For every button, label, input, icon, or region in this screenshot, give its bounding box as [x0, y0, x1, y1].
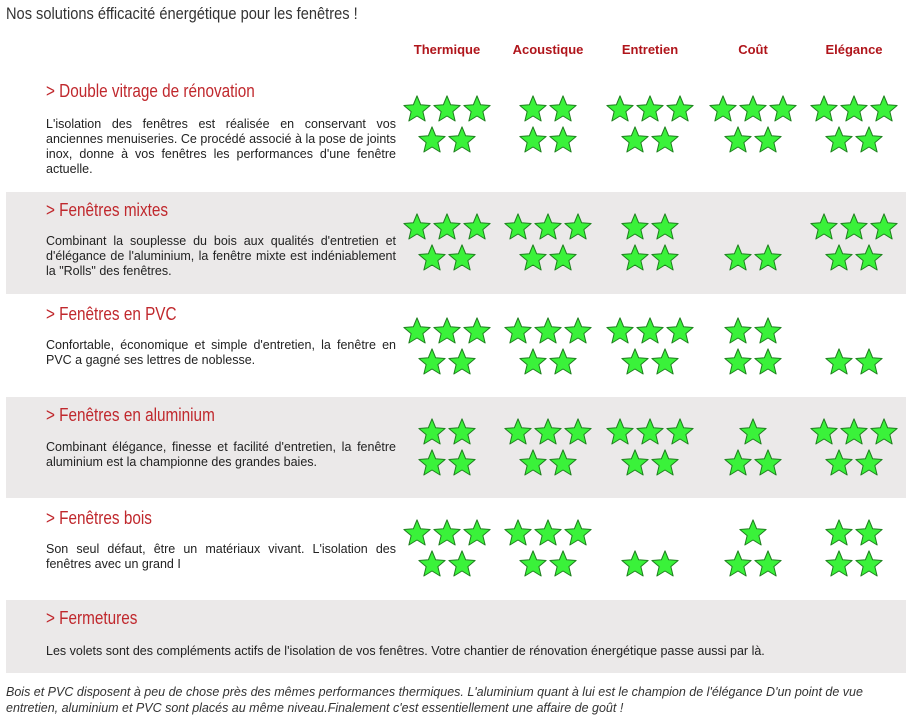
- star-row: [399, 212, 495, 243]
- star-row: [705, 417, 801, 448]
- green-star-icon: [518, 347, 548, 377]
- green-star-icon: [447, 549, 477, 579]
- star-row: [806, 94, 902, 125]
- green-star-icon: [620, 212, 650, 242]
- rating-cell: [399, 518, 495, 580]
- green-star-icon: [462, 212, 492, 242]
- green-star-icon: [723, 549, 753, 579]
- star-row: [602, 125, 698, 156]
- green-star-icon: [605, 94, 635, 124]
- green-star-icon: [518, 125, 548, 155]
- green-star-icon: [635, 94, 665, 124]
- green-star-icon: [753, 243, 783, 273]
- green-star-icon: [635, 316, 665, 346]
- green-star-icon: [533, 417, 563, 447]
- star-row: [602, 417, 698, 448]
- column-headers: [0, 42, 913, 60]
- green-star-icon: [869, 417, 899, 447]
- green-star-icon: [620, 125, 650, 155]
- green-star-icon: [563, 316, 593, 346]
- star-row: [806, 347, 902, 378]
- star-row: [705, 243, 801, 274]
- star-row: [399, 448, 495, 479]
- star-row: [500, 448, 596, 479]
- rating-cell: [399, 212, 495, 274]
- green-star-icon: [503, 417, 533, 447]
- star-row: [399, 243, 495, 274]
- star-row: [500, 347, 596, 378]
- star-row: [705, 347, 801, 378]
- rating-cell: [500, 94, 596, 156]
- star-row: [806, 518, 902, 549]
- rating-cell: [399, 417, 495, 479]
- column-header-acoustique: Acoustique: [512, 42, 584, 57]
- footer-note: Bois et PVC disposent à peu de chose près des mêmes performances thermiques. L'aluminium quant à lui est le champion de l'élégance D'un point de vue entretien, aluminium et PVC sont placés au même niveau.Finalement c'est essentiellement une affaire de goût !: [6, 685, 863, 715]
- row-title-link[interactable]: > Fenêtres bois: [46, 508, 152, 528]
- green-star-icon: [854, 347, 884, 377]
- star-row: [602, 518, 698, 549]
- star-row: [806, 417, 902, 448]
- rating-cell: [705, 518, 801, 580]
- green-star-icon: [402, 94, 432, 124]
- row-description: Combinant élégance, finesse et facilité d'entretien, la fenêtre aluminium est la championne des grandes baies.: [46, 440, 396, 469]
- green-star-icon: [417, 417, 447, 447]
- green-star-icon: [503, 316, 533, 346]
- star-row: [500, 243, 596, 274]
- green-star-icon: [462, 518, 492, 548]
- green-star-icon: [447, 125, 477, 155]
- star-row: [602, 94, 698, 125]
- rating-cell: [500, 518, 596, 580]
- green-star-icon: [723, 316, 753, 346]
- green-star-icon: [738, 417, 768, 447]
- green-star-icon: [548, 347, 578, 377]
- rating-cell: [705, 212, 801, 274]
- star-row: [399, 518, 495, 549]
- green-star-icon: [753, 316, 783, 346]
- rating-cell: [705, 94, 801, 156]
- star-row: [806, 125, 902, 156]
- green-star-icon: [665, 316, 695, 346]
- green-star-icon: [620, 347, 650, 377]
- green-star-icon: [809, 94, 839, 124]
- green-star-icon: [854, 125, 884, 155]
- row-title-link[interactable]: > Fenêtres en aluminium: [46, 405, 215, 425]
- star-row: [399, 347, 495, 378]
- star-row: [705, 212, 801, 243]
- rating-cell: [806, 316, 902, 378]
- star-row: [806, 212, 902, 243]
- row-title-link[interactable]: > Double vitrage de rénovation: [46, 81, 255, 101]
- green-star-icon: [768, 94, 798, 124]
- green-star-icon: [824, 243, 854, 273]
- column-header-entretien: Entretien: [621, 42, 679, 57]
- rating-cell: [602, 94, 698, 156]
- star-row: [399, 316, 495, 347]
- green-star-icon: [402, 518, 432, 548]
- rating-cell: [806, 94, 902, 156]
- green-star-icon: [824, 518, 854, 548]
- rating-cell: [705, 316, 801, 378]
- star-row: [602, 243, 698, 274]
- rating-cell: [500, 417, 596, 479]
- green-star-icon: [548, 243, 578, 273]
- rating-cell: [500, 212, 596, 274]
- green-star-icon: [518, 448, 548, 478]
- column-header-cout: Coût: [738, 42, 768, 57]
- green-star-icon: [462, 316, 492, 346]
- green-star-icon: [809, 212, 839, 242]
- green-star-icon: [417, 448, 447, 478]
- green-star-icon: [854, 518, 884, 548]
- rating-cell: [602, 518, 698, 580]
- green-star-icon: [650, 448, 680, 478]
- row-description: Combinant la souplesse du bois aux qualités d'entretien et d'élégance de l'aluminium, la fenêtre mixte est indéniablement la "Rolls" des fenêtres.: [46, 234, 396, 278]
- column-header-elegance: Elégance: [825, 42, 883, 57]
- rating-cell: [806, 518, 902, 580]
- star-row: [705, 125, 801, 156]
- rating-cell: [705, 417, 801, 479]
- green-star-icon: [839, 94, 869, 124]
- green-star-icon: [462, 94, 492, 124]
- green-star-icon: [723, 243, 753, 273]
- green-star-icon: [417, 549, 447, 579]
- star-row: [705, 448, 801, 479]
- green-star-icon: [650, 347, 680, 377]
- green-star-icon: [708, 94, 738, 124]
- star-row: [500, 549, 596, 580]
- green-star-icon: [824, 347, 854, 377]
- green-star-icon: [824, 125, 854, 155]
- green-star-icon: [432, 518, 462, 548]
- star-row: [500, 94, 596, 125]
- green-star-icon: [417, 243, 447, 273]
- green-star-icon: [402, 212, 432, 242]
- star-row: [705, 549, 801, 580]
- rating-cell: [806, 212, 902, 274]
- green-star-icon: [503, 212, 533, 242]
- rating-cell: [399, 94, 495, 156]
- star-row: [806, 316, 902, 347]
- green-star-icon: [533, 316, 563, 346]
- row-title-link[interactable]: > Fenêtres en PVC: [46, 304, 177, 324]
- green-star-icon: [533, 518, 563, 548]
- green-star-icon: [738, 518, 768, 548]
- green-star-icon: [854, 549, 884, 579]
- green-star-icon: [753, 125, 783, 155]
- green-star-icon: [650, 212, 680, 242]
- green-star-icon: [869, 94, 899, 124]
- row-description: Confortable, économique et simple d'entretien, la fenêtre en PVC a gagné ses lettres de noblesse.: [46, 338, 396, 367]
- green-star-icon: [650, 125, 680, 155]
- star-row: [399, 549, 495, 580]
- green-star-icon: [432, 94, 462, 124]
- green-star-icon: [665, 94, 695, 124]
- star-row: [500, 316, 596, 347]
- star-row: [806, 243, 902, 274]
- green-star-icon: [605, 417, 635, 447]
- green-star-icon: [650, 243, 680, 273]
- star-row: [602, 212, 698, 243]
- green-star-icon: [854, 448, 884, 478]
- green-star-icon: [839, 417, 869, 447]
- star-row: [705, 94, 801, 125]
- green-star-icon: [723, 448, 753, 478]
- green-star-icon: [723, 125, 753, 155]
- green-star-icon: [417, 347, 447, 377]
- rating-cell: [602, 316, 698, 378]
- green-star-icon: [723, 347, 753, 377]
- green-star-icon: [518, 94, 548, 124]
- green-star-icon: [548, 549, 578, 579]
- green-star-icon: [824, 448, 854, 478]
- star-row: [602, 316, 698, 347]
- green-star-icon: [432, 212, 462, 242]
- green-star-icon: [447, 243, 477, 273]
- green-star-icon: [447, 347, 477, 377]
- green-star-icon: [518, 243, 548, 273]
- green-star-icon: [854, 243, 884, 273]
- green-star-icon: [869, 212, 899, 242]
- green-star-icon: [824, 549, 854, 579]
- rating-cell: [602, 417, 698, 479]
- rating-cell: [500, 316, 596, 378]
- star-row: [399, 417, 495, 448]
- green-star-icon: [753, 549, 783, 579]
- star-row: [602, 347, 698, 378]
- star-row: [705, 316, 801, 347]
- green-star-icon: [417, 125, 447, 155]
- star-row: [602, 448, 698, 479]
- row-title-link[interactable]: > Fermetures: [46, 608, 138, 628]
- star-row: [500, 125, 596, 156]
- rating-cell: [602, 212, 698, 274]
- green-star-icon: [635, 417, 665, 447]
- green-star-icon: [402, 316, 432, 346]
- green-star-icon: [753, 347, 783, 377]
- green-star-icon: [753, 448, 783, 478]
- green-star-icon: [620, 549, 650, 579]
- green-star-icon: [839, 212, 869, 242]
- star-row: [602, 549, 698, 580]
- star-row: [500, 417, 596, 448]
- green-star-icon: [620, 243, 650, 273]
- row-description: Son seul défaut, être un matériaux vivant. L'isolation des fenêtres avec un grand I: [46, 542, 396, 571]
- green-star-icon: [548, 94, 578, 124]
- star-row: [399, 125, 495, 156]
- rating-cell: [399, 316, 495, 378]
- star-row: [806, 549, 902, 580]
- green-star-icon: [432, 316, 462, 346]
- green-star-icon: [447, 448, 477, 478]
- green-star-icon: [563, 417, 593, 447]
- green-star-icon: [605, 316, 635, 346]
- row-title-link[interactable]: > Fenêtres mixtes: [46, 200, 169, 220]
- star-row: [705, 518, 801, 549]
- green-star-icon: [809, 417, 839, 447]
- green-star-icon: [518, 549, 548, 579]
- page-title: Nos solutions éfficacité énergétique pour les fenêtres !: [6, 4, 358, 23]
- green-star-icon: [738, 94, 768, 124]
- green-star-icon: [665, 417, 695, 447]
- green-star-icon: [563, 518, 593, 548]
- star-row: [500, 212, 596, 243]
- green-star-icon: [503, 518, 533, 548]
- green-star-icon: [650, 549, 680, 579]
- row-fermetures: [6, 600, 906, 673]
- green-star-icon: [563, 212, 593, 242]
- star-row: [500, 518, 596, 549]
- green-star-icon: [548, 448, 578, 478]
- row-description: L'isolation des fenêtres est réalisée en conservant vos anciennes menuiseries. Ce procédé associé à la pose de joints inox, donne à vos fenêtres les performances d'une fenêtre actuelle.: [46, 117, 396, 176]
- green-star-icon: [548, 125, 578, 155]
- green-star-icon: [447, 417, 477, 447]
- star-row: [806, 448, 902, 479]
- green-star-icon: [620, 448, 650, 478]
- star-row: [399, 94, 495, 125]
- green-star-icon: [533, 212, 563, 242]
- row-description: Les volets sont des compléments actifs de l'isolation de vos fenêtres. Votre chantier de rénovation énergétique passe aussi par là.: [46, 644, 765, 658]
- rating-cell: [806, 417, 902, 479]
- column-header-thermique: Thermique: [413, 42, 481, 57]
